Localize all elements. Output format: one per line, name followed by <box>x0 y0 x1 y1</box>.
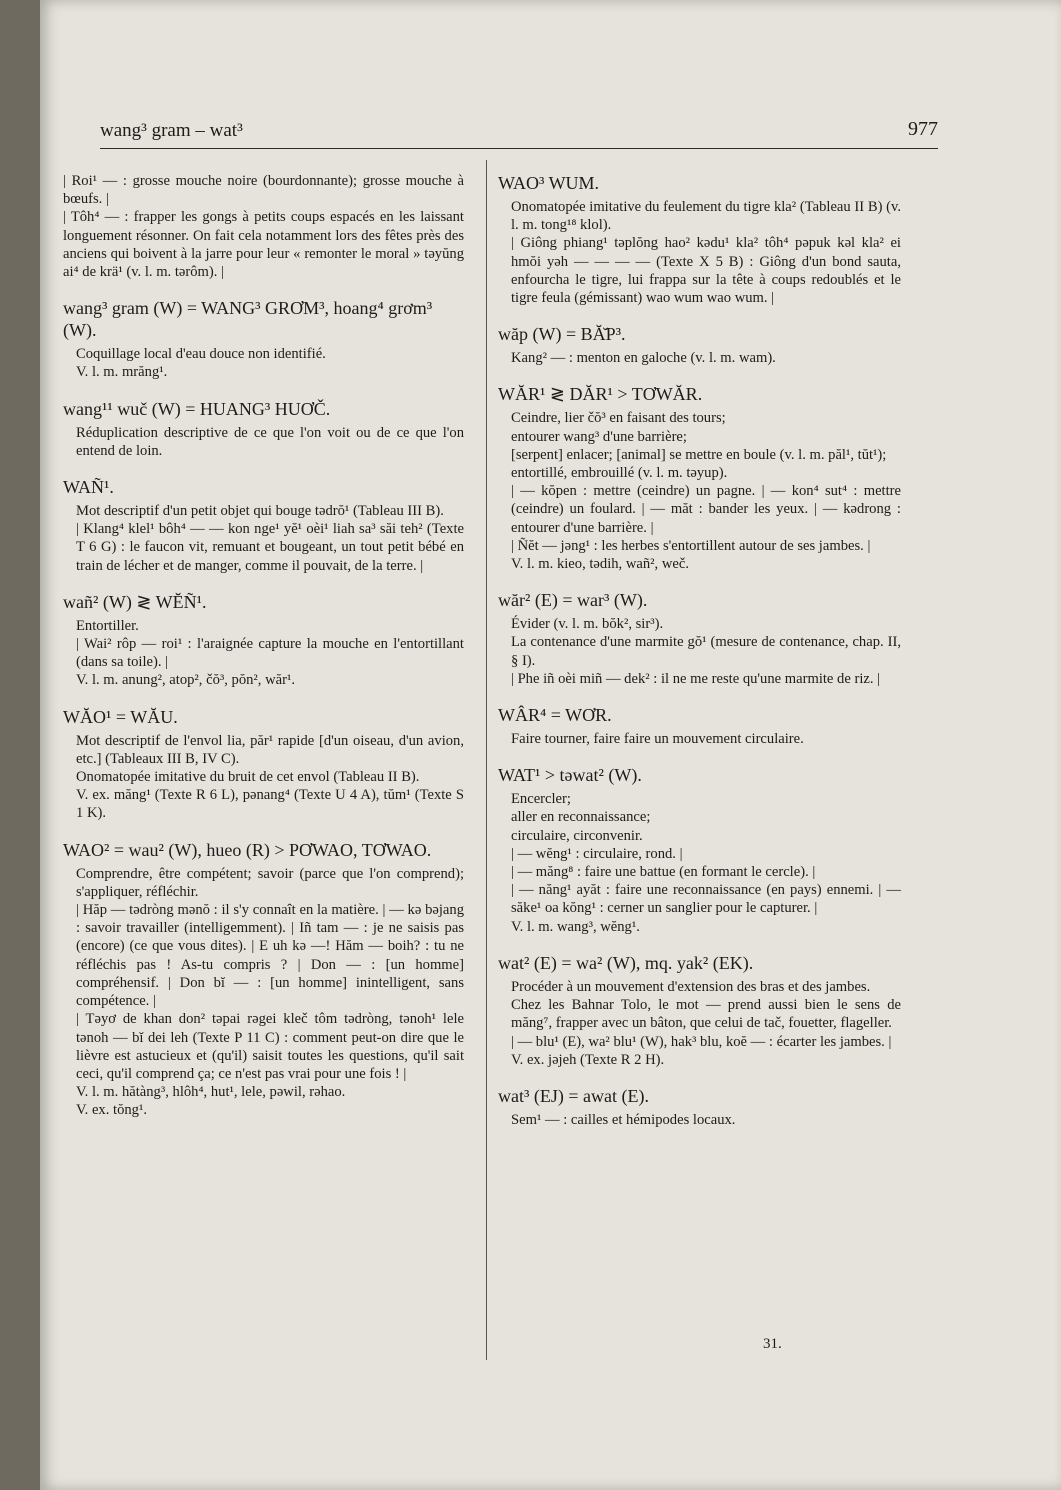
definition-line: Sem¹ — : cailles et hémipodes locaux. <box>511 1111 736 1128</box>
dictionary-entry <box>498 589 901 688</box>
definition-line: Coquillage local d'eau douce non identifié. <box>76 346 326 363</box>
definition-line: | — măng⁸ : faire une battue (en formant le cercle). | <box>511 864 816 881</box>
headword: wang¹¹ wuč (W) = HUANG³ HUƠČ. <box>63 398 331 419</box>
definition-line: Kang² — : menton en galoche (v. l. m. wam). <box>511 350 776 367</box>
entry-body <box>498 978 901 1069</box>
definition-line: Comprendre, être compétent; savoir (parce que l'on comprend); s'appliquer, réfléchir. <box>76 865 464 900</box>
entry-body <box>63 732 464 823</box>
headword: WAO² = wau² (W), hueo (R) > PƠWAO, TƠWAO. <box>63 839 432 860</box>
definition-line: Ceindre, lier čŏ³ en faisant des tours; <box>511 410 726 427</box>
dictionary-entry <box>63 706 464 823</box>
definition-line: | Klang⁴ klel¹ bôh⁴ — — kon nge¹ yĕ¹ oèi¹ liah sa³ săi teh² (Texte T 6 G) : le faucon vit, remuant et bougeant, un tout petit bébé en train de lécher et de manger, comme il pouvait, de la terre. | <box>76 521 464 574</box>
headword: wat² (E) = wa² (W), mq. yak² (EK). <box>498 952 754 973</box>
definition-line: | — wĕng¹ : circulaire, rond. | <box>511 845 683 862</box>
running-header <box>100 118 938 149</box>
definition-line: Évider (v. l. m. bŏk², sir³). <box>511 616 664 633</box>
running-title: wang³ gram – wat³ <box>100 120 243 141</box>
column-rule <box>486 160 487 1360</box>
continuation-line: | Tôh⁴ — : frapper les gongs à petits coups espacés en les laissant longuement résonner. On fait cela notamment lors des fêtes près des anciens qui boivent à la jarre pour leur « remonter le moral » təyŭng ai⁴ de krä¹ (v. l. m. tərôm). | <box>63 209 464 281</box>
right-column <box>498 172 901 1145</box>
definition-line: Encercler; <box>511 791 571 808</box>
definition-line: | Ñĕt — jəng¹ : les herbes s'entortillent autour de ses jambes. | <box>511 537 871 554</box>
definition-line: | Təyơ de khan don² təpai rəgei kleč tôm tədròng, tənoh¹ lele tənoh — bĭ dei leh (Texte P 11 C) : comment peut-on dire que le lièvre est astucieux et (qu'il) saisit toutes les questions, qu'il sait ceci, qu'il comprend ça; ce n'est pas vrai pour une fois ! | <box>76 1011 464 1082</box>
headword: wang³ gram (W) = WANG³ GRƠM³, hoang⁴ grơm³ (W). <box>63 298 433 341</box>
definition-line: V. ex. măng¹ (Texte R 6 L), pənang⁴ (Texte U 4 A), tŭm¹ (Texte S 1 K). <box>76 787 464 822</box>
entry-body <box>498 198 901 307</box>
definition-line: V. ex. jəjeh (Texte R 2 H). <box>511 1051 665 1068</box>
definition-line: V. l. m. wang³, wĕng¹. <box>511 918 640 935</box>
definition-line: V. l. m. kieo, tədih, wañ², weč. <box>511 556 689 573</box>
definition-line: | Hăp — tədròng mənŏ : il s'y connaît en la matière. | — kə bəjang : savoir travailler (intelligemment). | Iñ tam — : je ne saisis pas (encore) (ce que vous dites). | E uh kə —! Hăm — boih? : tu ne réfléchis pas ! As-tu compris ? | Don — : [un homme] compréhensif. | Don bĭ — : [un homme] inintelligent, sans compétence. | <box>76 902 464 1010</box>
dictionary-entry <box>498 383 901 573</box>
definition-line: entortillé, embrouillé (v. l. m. təyup). <box>511 465 728 482</box>
definition-line: Onomatopée imitative du feulement du tigre kla² (Tableau II B) (v. l. m. tong¹⁸ klol). <box>511 199 901 234</box>
definition-line: [serpent] enlacer; [animal] se mettre en boule (v. l. m. păl¹, tŭt¹); <box>511 446 887 463</box>
definition-line: Entortiller. <box>76 617 139 634</box>
entry-body <box>498 615 901 688</box>
dictionary-entry <box>498 323 901 367</box>
definition-line: circulaire, circonvenir. <box>511 827 643 844</box>
definition-line: La contenance d'une marmite gŏ¹ (mesure de contenance, chap. II, § I). <box>511 634 901 669</box>
headword: WAO³ WUM. <box>498 173 600 193</box>
entry-body <box>498 349 901 367</box>
entry-body <box>498 730 901 748</box>
entry-body <box>498 409 901 573</box>
dictionary-entry <box>63 476 464 575</box>
definition-line: Mot descriptif de l'envol lia, păr¹ rapide [d'un oiseau, d'un avion, etc.] (Tableaux III B, IV C). <box>76 732 464 767</box>
entry-body <box>498 790 901 936</box>
entry-body <box>63 617 464 690</box>
definition-line: Faire tourner, faire faire un mouvement circulaire. <box>511 731 804 748</box>
headword: wăp (W) = BĂ̆P³. <box>498 324 626 345</box>
continuation-line: | Roi¹ — : grosse mouche noire (bourdonnante); grosse mouche à bœufs. | <box>63 173 464 208</box>
definition-line: Réduplication descriptive de ce que l'on voit ou de ce que l'on entend de loin. <box>76 424 464 459</box>
headword: wañ² (W) ≷ WĔÑ¹. <box>63 591 207 612</box>
dictionary-entry <box>63 591 464 690</box>
entry-body <box>498 1111 901 1129</box>
headword: WĂR¹ ≷ DĂR¹ > TƠWĂR. <box>498 384 703 405</box>
definition-line: | Phe iñ oèi miñ — dek² : il ne me reste qu'une marmite de riz. | <box>511 670 881 687</box>
dictionary-entry <box>498 764 901 936</box>
definition-line: V. l. m. hătàng³, hlôh⁴, hut¹, lele, pəwil, rəhao. <box>76 1084 346 1101</box>
definition-line: entourer wang³ d'une barrière; <box>511 428 687 445</box>
definition-line: aller en reconnaissance; <box>511 809 651 826</box>
dictionary-entry <box>63 398 464 460</box>
headword: WAÑ¹. <box>63 477 114 498</box>
entry-body <box>63 345 464 381</box>
definition-line: | Giông phiang¹ təplŏng hao² kədu¹ kla² tôh⁴ pəpuk kəl kla² ei hmŏi yəh — — — — (Texte X 5 B) : Giông d'un bond sauta, enfourcha le tigre, lui frappa sur la tête à coups redoublés et le tigre feula (gémissant) wao wum wao wum. | <box>511 235 901 307</box>
headword: WAT¹ > təwat² (W). <box>498 765 642 786</box>
definition-line: | — blu¹ (E), wa² blu¹ (W), hak³ blu, koĕ — : écarter les jambes. | <box>511 1033 892 1050</box>
entry-body <box>63 424 464 460</box>
definition-line: Onomatopée imitative du bruit de cet envol (Tableau II B). <box>76 769 420 786</box>
dictionary-entry <box>498 704 901 748</box>
entry-body <box>63 502 464 575</box>
definition-line: | — kŏpen : mettre (ceindre) un pagne. | — kon⁴ sut⁴ : mettre (ceindre) un foulard. | — măt : bander les yeux. | — kədrong : entourer d'une barrière. | <box>511 483 901 536</box>
left-column <box>63 172 464 1136</box>
definition-line: V. ex. tŏng¹. <box>76 1102 147 1119</box>
definition-line: Procéder à un mouvement d'extension des bras et des jambes. <box>511 978 871 995</box>
definition-line: V. l. m. anung², atop², čŏ³, pŏn², wăr¹. <box>76 672 295 689</box>
headword: WÂR⁴ = WƠR. <box>498 705 612 726</box>
entry-body <box>63 865 464 1120</box>
dictionary-entry <box>498 952 901 1069</box>
dictionary-entry <box>63 839 464 1120</box>
page-number: 977 <box>908 118 938 140</box>
definition-line: V. l. m. mrăng¹. <box>76 364 168 381</box>
headword: wăr² (E) = war³ (W). <box>498 590 648 611</box>
headword: wat³ (EJ) = awat (E). <box>498 1085 649 1106</box>
signature-mark: 31. <box>763 1336 782 1352</box>
headword: WĂO¹ = WĂU. <box>63 706 178 727</box>
definition-line: | Wai² rôp — roi¹ : l'araignée capture la mouche en l'entortillant (dans sa toile). | <box>76 636 464 671</box>
continuation-text <box>63 172 464 281</box>
definition-line: Mot descriptif d'un petit objet qui bouge tədrŏ¹ (Tableau III B). <box>76 503 444 520</box>
dictionary-entry <box>498 1085 901 1129</box>
definition-line: | — năng¹ ayăt : faire une reconnaissance (en pays) ennemi. | — săke¹ oa kŏng¹ : cerner un sanglier pour le capturer. | <box>511 882 901 917</box>
dictionary-entry <box>498 172 901 307</box>
dictionary-entry <box>63 297 464 381</box>
definition-line: Chez les Bahnar Tolo, le mot — prend aussi bien le sens de măng⁷, frapper avec un bâton, que celui de tač, fouetter, flageller. <box>511 997 901 1032</box>
